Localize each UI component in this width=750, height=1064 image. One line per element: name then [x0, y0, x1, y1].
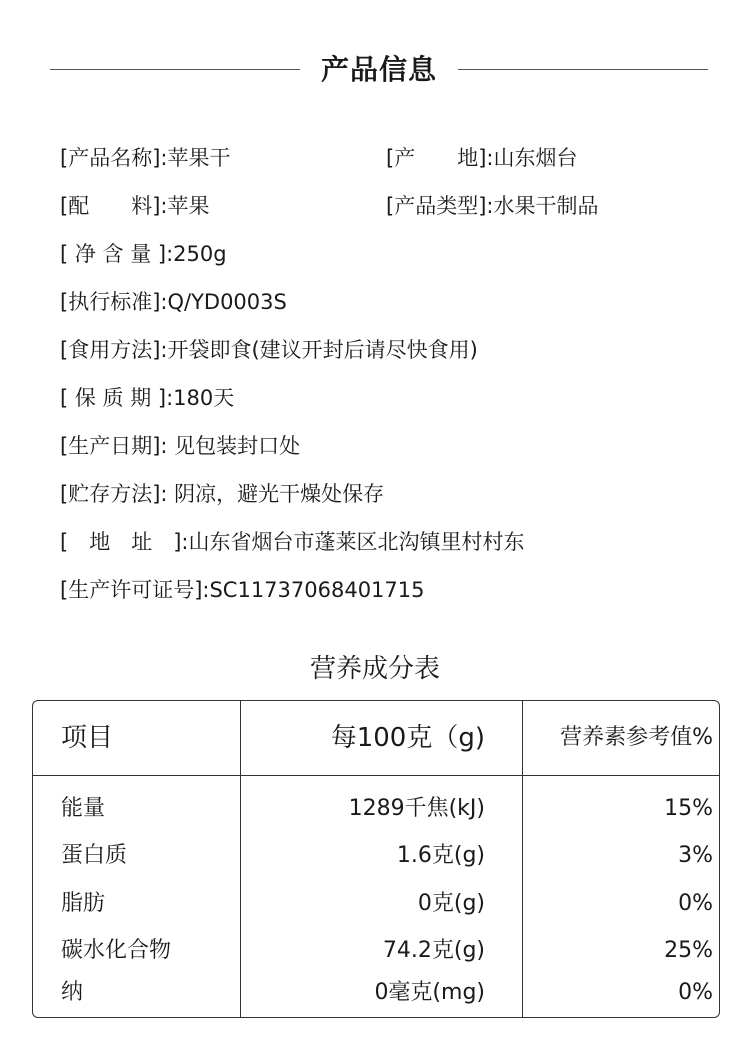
info-shelf-life: [ 保 质 期 ]:180天 — [60, 386, 235, 410]
row-item: 脂肪 — [61, 891, 106, 916]
row-per100: 0克(g) — [417, 891, 485, 916]
info-ingredients: [配 料]:苹果 — [60, 194, 210, 218]
info-row — [60, 182, 710, 230]
table-row — [33, 971, 719, 1015]
row-nrv: 0% — [678, 980, 713, 1005]
info-standard: [执行标准]:Q/YD0003S — [60, 290, 287, 314]
info-usage: [食用方法]:开袋即食(建议开封后请尽快食用) — [60, 338, 478, 362]
row-item: 能量 — [61, 796, 106, 821]
info-row — [60, 518, 710, 566]
info-row — [60, 374, 710, 422]
row-per100: 74.2克(g) — [382, 938, 485, 963]
table-row — [33, 834, 719, 878]
page-title: 产品信息 — [320, 53, 437, 86]
info-product-type: [产品类型]:水果干制品 — [386, 194, 599, 218]
info-production-date: [生产日期]: 见包装封口处 — [60, 434, 301, 458]
info-row — [60, 230, 710, 278]
nutrition-table — [32, 700, 720, 1018]
product-info-list — [60, 134, 710, 614]
info-row — [60, 470, 710, 518]
row-item: 碳水化合物 — [61, 938, 172, 963]
info-row — [60, 134, 710, 182]
table-row — [33, 929, 719, 973]
header-per-100g: 每100克（g) — [330, 723, 485, 753]
table-row — [33, 882, 719, 926]
row-nrv: 15% — [664, 796, 713, 821]
info-address: [ 地 址 ]:山东省烟台市蓬莱区北沟镇里村村东 — [60, 530, 525, 554]
row-nrv: 25% — [664, 938, 713, 963]
info-row — [60, 326, 710, 374]
info-storage: [贮存方法]: 阴凉，避光干燥处保存 — [60, 482, 385, 506]
row-per100: 1.6克(g) — [396, 843, 485, 868]
row-item: 蛋白质 — [61, 843, 128, 868]
product-info-header — [50, 48, 708, 92]
info-origin: [产 地]:山东烟台 — [386, 146, 578, 170]
table-header-divider — [33, 775, 719, 776]
title-divider-right — [458, 69, 708, 70]
info-row — [60, 566, 710, 614]
info-product-name: [产品名称]:苹果干 — [60, 146, 231, 170]
info-row — [60, 278, 710, 326]
header-nrv: 营养素参考值% — [560, 725, 713, 750]
row-per100: 1289千焦(kJ) — [348, 796, 485, 821]
header-item: 项目 — [61, 723, 114, 753]
info-net-content: [ 净 含 量 ]:250g — [60, 242, 227, 266]
row-per100: 0毫克(mg) — [374, 980, 485, 1005]
row-nrv: 0% — [678, 891, 713, 916]
nutrition-title: 营养成分表 — [309, 654, 440, 684]
info-row — [60, 422, 710, 470]
table-row — [33, 787, 719, 831]
row-nrv: 3% — [678, 843, 713, 868]
row-item: 纳 — [61, 980, 84, 1005]
info-license: [生产许可证号]:SC11737068401715 — [60, 578, 425, 602]
